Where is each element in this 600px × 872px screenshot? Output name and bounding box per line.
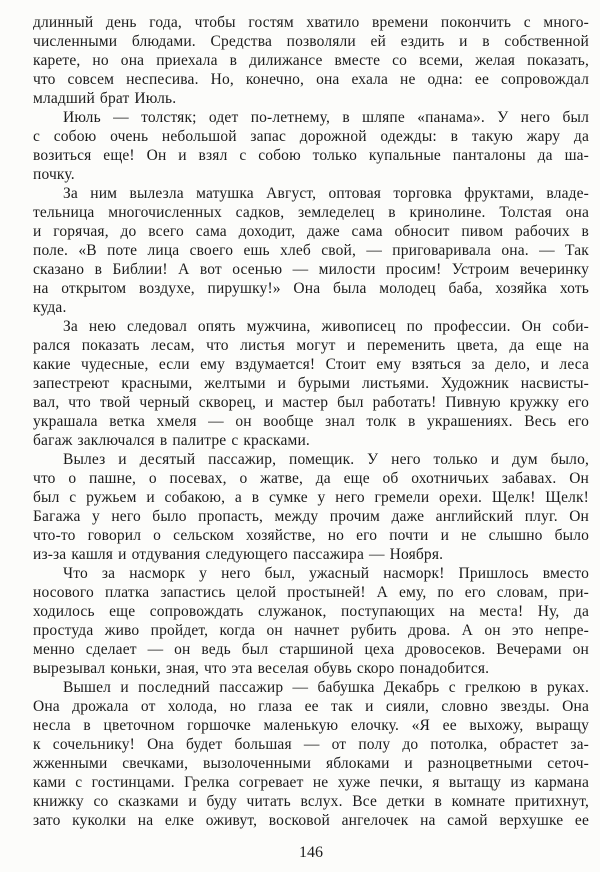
text-line: ходилось еще сопровождать служанок, поступающих на места! Ну, да — [33, 603, 589, 620]
text-line: младший брат Июль. — [33, 90, 177, 107]
text-line: что о пашне, о посевах, о жатве, да еще об охотничьих забавах. Он — [33, 470, 589, 487]
text-line: на открытом воздухе, пирушку!» Она была молодец баба, хозяйка хоть — [33, 280, 589, 297]
text-block — [33, 13, 589, 830]
text-line: рался показать лесам, что листья могут и переменить цвета, да еще на — [33, 337, 589, 354]
text-line: с собою очень небольшой запас дорожной одежды: в такую жару да — [33, 128, 589, 145]
text-line: жженными свечками, вызолоченными яблоками и разноцветными сеточ- — [33, 755, 589, 772]
text-line: украшала ветка хмеля — он вообще знал толк в украшениях. Весь его — [33, 413, 589, 430]
text-line: возиться еще! Он и взял с собою только купальные панталоны да ша- — [33, 147, 589, 164]
text-line: вырезывал коньки, зная, что эта веселая обувь скоро понадобится. — [33, 660, 490, 677]
text-line: из-за кашля и отдувания следующего пассажира — Ноября. — [33, 546, 444, 563]
text-line: книжку со сказками и буду читать вслух. Все детки в комнате притихнут, — [33, 793, 589, 810]
paragraph — [33, 184, 589, 317]
text-line: Вылез и десятый пассажир, помещик. У него только и дум было, — [63, 451, 589, 468]
text-line: был с ружьем и собакою, а в сумке у него гремели орехи. Щелк! Щелк! — [33, 489, 589, 506]
page-number: 146 — [299, 844, 323, 861]
text-line: ками с гостинцами. Грелка согревает не хуже печки, я вытащу из кармана — [33, 774, 589, 791]
paragraph — [33, 108, 589, 184]
text-line: что совсем неспесива. Но, конечно, она ехала не одна: ее сопровождал — [33, 71, 589, 88]
text-line: Июль — толстяк; одет по-летнему, в шляпе «панама». У него был — [63, 109, 589, 126]
text-line: менно сделает — он ведь был старшиной цеха дровосеков. Вечерами он — [33, 641, 589, 658]
text-line: простуда живо пройдет, когда он начнет рубить дрова. А он это непре- — [33, 622, 589, 639]
paragraph — [33, 564, 589, 678]
paragraph — [33, 13, 589, 108]
text-line: куда. — [33, 299, 67, 316]
text-line: длинный день года, чтобы гостям хватило времени покончить с много- — [33, 14, 589, 31]
paragraph — [33, 450, 589, 564]
text-line: численными блюдами. Средства позволяли ей ездить и в собственной — [33, 33, 589, 50]
text-line: поле. «В поте лица своего ешь хлеб свой, — приговаривала она. — Так — [33, 242, 589, 259]
text-line: За ним вылезла матушка Август, оптовая торговка фруктами, владе- — [63, 185, 589, 202]
text-line: вал, что твой черный скворец, и мастер был работать! Пивную кружку его — [33, 394, 589, 411]
text-line: тельница многочисленных садков, земледелец в кринолине. Толстая она — [33, 204, 589, 221]
paragraph — [33, 317, 589, 450]
text-line: почку. — [33, 166, 75, 183]
text-line: запестреют красными, желтыми и бурыми листьями. Художник насвисты- — [33, 375, 589, 392]
text-line: несла в цветочном горшочке маленькую елочку. «Я ее выхожу, выращу — [33, 717, 589, 734]
text-line: зато куколки на елке оживут, восковой ангелочек на самой верхушке ее — [33, 812, 589, 829]
text-line: карете, но она приехала в дилижансе вместе со всеми, желая показать, — [33, 52, 589, 69]
text-line: Багажа у него было пропасть, между прочим даже английский плуг. Он — [33, 508, 589, 525]
text-line: Она дрожала от холода, но глаза ее так и сияли, словно звезды. Она — [33, 698, 589, 715]
text-line: Вышел и последний пассажир — бабушка Декабрь с грелкою в руках. — [63, 679, 589, 696]
paragraph — [33, 678, 589, 830]
text-line: и горячая, до всего сама доходит, даже сама обносит пивом рабочих в — [33, 223, 589, 240]
text-line: За нею следовал опять мужчина, живописец по профессии. Он соби- — [63, 318, 589, 335]
text-line: носового платка запастись целой простыней! А ему, по его словам, при- — [33, 584, 589, 601]
text-line: какие чудесные, если ему вздумается! Стоит ему взяться за дело, и леса — [33, 356, 589, 373]
text-line: багаж заключался в палитре с красками. — [33, 432, 310, 449]
text-line: Что за насморк у него был, ужасный насморк! Пришлось вместо — [63, 565, 589, 582]
text-line: что-то говорил о сельском хозяйстве, но его почти и не слышно было — [33, 527, 589, 544]
text-line: сказано в Библии! А вот осенью — милости просим! Устроим вечеринку — [33, 261, 589, 278]
text-line: к сочельнику! Она будет большая — от полу до потолка, обрастет за- — [33, 736, 589, 753]
